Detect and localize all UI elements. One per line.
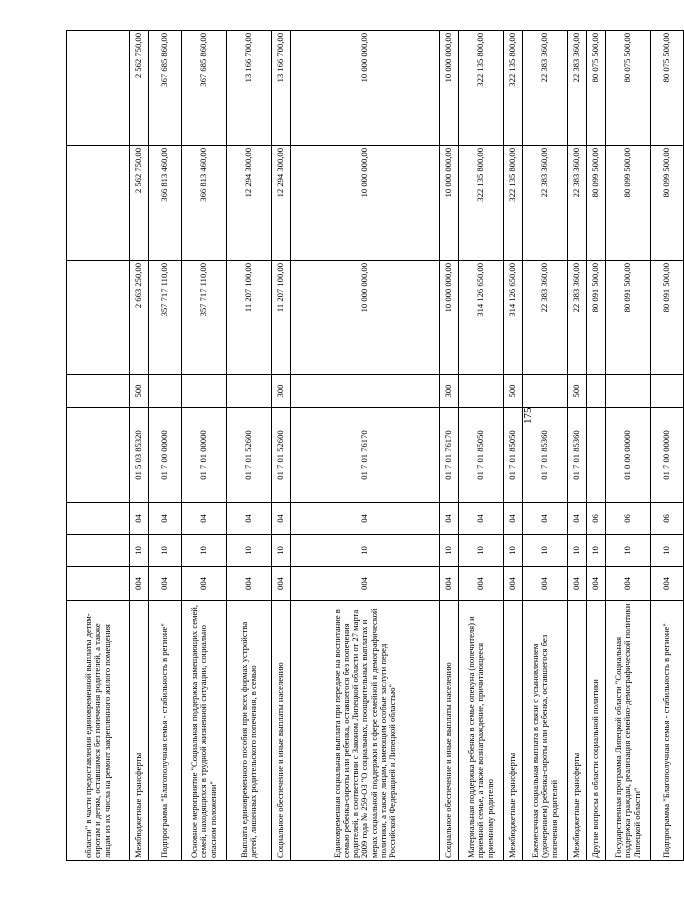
table-row xyxy=(182,31,227,861)
ved-code: 004 xyxy=(291,567,440,601)
subsection-code: 04 xyxy=(440,503,459,535)
expense-type xyxy=(459,375,504,408)
subsection-code: 04 xyxy=(227,503,272,535)
row-name: Материальная поддержка ребенка в семье опекуна (попечителя) и приемной семье, а также вознаграждение, причитающееся приемному родителю xyxy=(459,601,504,861)
amount-year2: 366 813 460,00 xyxy=(182,146,227,261)
ved-code: 004 xyxy=(272,567,291,601)
section-code: 10 xyxy=(504,535,523,567)
table-row xyxy=(130,31,149,861)
expense-type: 500 xyxy=(568,375,587,408)
expense-type xyxy=(606,375,651,408)
ved-code: 004 xyxy=(651,567,684,601)
ved-code: 004 xyxy=(587,567,606,601)
section-code: 10 xyxy=(523,535,568,567)
expense-type: 500 xyxy=(504,375,523,408)
amount-year2: 22 383 360,00 xyxy=(568,146,587,261)
row-name: Выплата единовременного пособия при всех формах устройства детей, лишенных родительского попечения, в семью xyxy=(227,601,272,861)
amount-year3: 367 685 860,00 xyxy=(149,31,182,146)
row-name: Подпрограмма "Благополучная семья - стабильность в регионе" xyxy=(651,601,684,861)
section-code: 10 xyxy=(587,535,606,567)
expense-type: 300 xyxy=(272,375,291,408)
row-name: Межбюджетные трансферты xyxy=(130,601,149,861)
subsection-code: 06 xyxy=(606,503,651,535)
expense-type xyxy=(587,375,606,408)
subsection-code: 04 xyxy=(291,503,440,535)
amount-year2: 366 813 460,00 xyxy=(149,146,182,261)
amount-year1: 11 207 100,00 xyxy=(272,261,291,375)
subsection-code xyxy=(67,503,130,535)
table-row xyxy=(291,31,440,861)
amount-year1: 314 126 650,00 xyxy=(504,261,523,375)
section-code: 10 xyxy=(291,535,440,567)
table-row xyxy=(272,31,291,861)
target-article xyxy=(67,408,130,503)
section-code: 10 xyxy=(130,535,149,567)
subsection-code: 04 xyxy=(182,503,227,535)
amount-year3: 322 135 800,00 xyxy=(459,31,504,146)
subsection-code: 04 xyxy=(523,503,568,535)
expense-type xyxy=(149,375,182,408)
amount-year1: 10 000 000,00 xyxy=(291,261,440,375)
amount-year1: 80 091 500,00 xyxy=(651,261,684,375)
amount-year2: 12 294 300,00 xyxy=(272,146,291,261)
target-article: 01 0 00 00000 xyxy=(606,408,651,503)
amount-year2: 322 135 800,00 xyxy=(459,146,504,261)
section-code: 10 xyxy=(440,535,459,567)
subsection-code: 06 xyxy=(651,503,684,535)
amount-year1: 357 717 110,00 xyxy=(182,261,227,375)
target-article: 01 7 01 76170 xyxy=(440,408,459,503)
amount-year2: 10 000 000,00 xyxy=(440,146,459,261)
expense-type xyxy=(227,375,272,408)
row-name: Межбюджетные трансферты xyxy=(568,601,587,861)
section-code: 10 xyxy=(651,535,684,567)
section-code: 10 xyxy=(272,535,291,567)
target-article: 01 7 01 52600 xyxy=(227,408,272,503)
ved-code: 004 xyxy=(606,567,651,601)
table-row xyxy=(67,31,130,861)
ved-code: 004 xyxy=(440,567,459,601)
amount-year3: 80 075 500,00 xyxy=(651,31,684,146)
amount-year3: 10 000 000,00 xyxy=(291,31,440,146)
amount-year2: 2 562 750,00 xyxy=(130,146,149,261)
amount-year1: 357 717 110,00 xyxy=(149,261,182,375)
amount-year3 xyxy=(67,31,130,146)
rotated-table-wrapper xyxy=(66,31,672,861)
table-row xyxy=(587,31,606,861)
target-article: 01 7 00 00000 xyxy=(651,408,684,503)
subsection-code: 04 xyxy=(272,503,291,535)
amount-year1: 80 091 500,00 xyxy=(606,261,651,375)
subsection-code: 04 xyxy=(504,503,523,535)
table-row xyxy=(459,31,504,861)
subsection-code: 04 xyxy=(459,503,504,535)
target-article: 01 7 01 85050 xyxy=(504,408,523,503)
row-name: Социальное обеспечение и иные выплаты населению xyxy=(440,601,459,861)
ved-code: 004 xyxy=(182,567,227,601)
target-article xyxy=(587,408,606,503)
expense-type xyxy=(291,375,440,408)
table-row xyxy=(504,31,523,861)
subsection-code: 04 xyxy=(149,503,182,535)
row-name: области" в части предоставления единовременной выплаты детям-сиротам и детям, оставшимся без попечения родителей, а также лицам из их числа на ремонт закрепленного жилого помещения xyxy=(67,601,130,861)
amount-year3: 13 166 700,00 xyxy=(272,31,291,146)
section-code: 10 xyxy=(459,535,504,567)
expense-type xyxy=(67,375,130,408)
section-code: 10 xyxy=(227,535,272,567)
ved-code: 004 xyxy=(568,567,587,601)
target-article: 01 5 03 85320 xyxy=(130,408,149,503)
amount-year3: 322 135 800,00 xyxy=(504,31,523,146)
amount-year1: 22 383 360,00 xyxy=(523,261,568,375)
page-number: 175 xyxy=(522,407,534,424)
section-code: 10 xyxy=(606,535,651,567)
section-code: 10 xyxy=(182,535,227,567)
amount-year1: 10 000 000,00 xyxy=(440,261,459,375)
row-name: Межбюджетные трансферты xyxy=(504,601,523,861)
table-row xyxy=(568,31,587,861)
table-row xyxy=(523,31,568,861)
subsection-code: 06 xyxy=(587,503,606,535)
table-row xyxy=(651,31,684,861)
subsection-code: 04 xyxy=(130,503,149,535)
amount-year1: 80 091 500,00 xyxy=(587,261,606,375)
ved-code: 004 xyxy=(523,567,568,601)
target-article: 01 7 01 00000 xyxy=(182,408,227,503)
amount-year1: 314 126 650,00 xyxy=(459,261,504,375)
subsection-code: 04 xyxy=(568,503,587,535)
row-name: Социальное обеспечение и иные выплаты населению xyxy=(272,601,291,861)
amount-year3: 2 562 750,00 xyxy=(130,31,149,146)
row-name: Ежемесячная социальная выплата в связи с усыновлением (удочерением) ребенка-сироты или ребенка, оставшегося без попечения родителей xyxy=(523,601,568,861)
amount-year1: 22 383 360,00 xyxy=(568,261,587,375)
amount-year2: 80 099 500,00 xyxy=(587,146,606,261)
amount-year1: 2 663 250,00 xyxy=(130,261,149,375)
amount-year3: 10 000 000,00 xyxy=(440,31,459,146)
target-article: 01 7 01 52600 xyxy=(272,408,291,503)
amount-year2 xyxy=(67,146,130,261)
amount-year3: 80 075 500,00 xyxy=(606,31,651,146)
expense-type xyxy=(651,375,684,408)
table-row xyxy=(606,31,651,861)
amount-year2: 80 099 500,00 xyxy=(606,146,651,261)
amount-year2: 322 135 800,00 xyxy=(504,146,523,261)
section-code xyxy=(67,535,130,567)
section-code: 10 xyxy=(149,535,182,567)
amount-year2: 12 294 300,00 xyxy=(227,146,272,261)
expense-type xyxy=(523,375,568,408)
row-name: Подпрограмма "Благополучная семья - стабильность в регионе" xyxy=(149,601,182,861)
ved-code: 004 xyxy=(227,567,272,601)
section-code: 10 xyxy=(568,535,587,567)
ved-code: 004 xyxy=(130,567,149,601)
ved-code: 004 xyxy=(504,567,523,601)
target-article: 01 7 01 85050 xyxy=(459,408,504,503)
target-article: 01 7 01 76170 xyxy=(291,408,440,503)
row-name: Единовременная социальная выплата при передаче на воспитание в семью ребенка-сироты или ребенка, оставшегося без попечения родителей, в соответствии с Законом Липецкой области от 27 марта 2009 года № 259-ОЗ "О социальных, поощрительных выплатах и мерах социальной поддержки в сфере семейной и демографической политики, а также лицам, имеющим особые заслуги перед Российской Федерацией и Липецкой областью" xyxy=(291,601,440,861)
amount-year2: 10 000 000,00 xyxy=(291,146,440,261)
amount-year3: 22 383 360,00 xyxy=(523,31,568,146)
row-name: Другие вопросы в области социальной политики xyxy=(587,601,606,861)
budget-table xyxy=(66,30,684,861)
target-article: 01 7 01 85360 xyxy=(523,408,568,503)
amount-year2: 80 099 500,00 xyxy=(651,146,684,261)
ved-code xyxy=(67,567,130,601)
ved-code: 004 xyxy=(149,567,182,601)
table-row xyxy=(440,31,459,861)
target-article: 01 7 01 85360 xyxy=(568,408,587,503)
amount-year3: 80 075 500,00 xyxy=(587,31,606,146)
target-article: 01 7 00 00000 xyxy=(149,408,182,503)
table-row xyxy=(227,31,272,861)
amount-year3: 13 166 700,00 xyxy=(227,31,272,146)
amount-year3: 22 383 360,00 xyxy=(568,31,587,146)
ved-code: 004 xyxy=(459,567,504,601)
amount-year1 xyxy=(67,261,130,375)
amount-year1: 11 207 100,00 xyxy=(227,261,272,375)
table-row xyxy=(149,31,182,861)
expense-type: 300 xyxy=(440,375,459,408)
amount-year2: 22 383 360,00 xyxy=(523,146,568,261)
expense-type: 500 xyxy=(130,375,149,408)
row-name: Основное мероприятие "Социальная поддержка замещающих семей, семей, находящихся в трудной жизненной ситуации, социально опасном положении" xyxy=(182,601,227,861)
expense-type xyxy=(182,375,227,408)
row-name: Государственная программа Липецкой области "Социальная поддержка граждан, реализация семейно-демографической политики Липецкой области" xyxy=(606,601,651,861)
amount-year3: 367 685 860,00 xyxy=(182,31,227,146)
